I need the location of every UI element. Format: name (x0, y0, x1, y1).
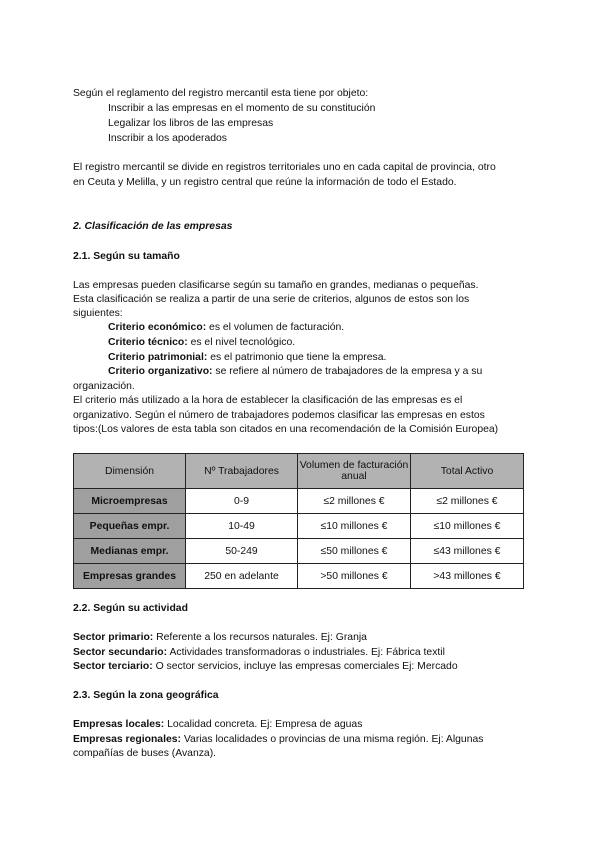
criterion-item (108, 364, 482, 379)
intro-item: Inscribir a los apoderados (108, 133, 227, 144)
column-header: Total Activo (411, 454, 524, 489)
registry-paragraph-line: en Ceuta y Melilla, y un registro central que reúne la información de todo el Estado. (73, 177, 457, 188)
sector-label: Sector secundario: (73, 647, 168, 658)
sector-label: Sector primario: (73, 632, 154, 643)
table-row (74, 514, 524, 539)
table-cell: 50-249 (186, 539, 298, 564)
geo-label: Empresas regionales: (73, 734, 181, 745)
usage-paragraph-line: tipos:(Los valores de esta tabla son citados en una recomendación de la Comisión Europea) (73, 424, 499, 435)
table-cell: 0-9 (186, 489, 298, 514)
table-row (74, 539, 524, 564)
usage-paragraph-line: El criterio más utilizado a la hora de establecer la clasificación de las empresas es el (73, 395, 463, 406)
subsection-heading-activity: 2.2. Según su actividad (73, 603, 188, 614)
criterion-item (108, 320, 344, 335)
size-classification-table (73, 453, 524, 589)
criterion-continuation: organización. (73, 381, 135, 392)
geo-label: Empresas locales: (73, 719, 165, 730)
sector-item (73, 659, 458, 674)
table-cell: ≤50 millones € (298, 539, 411, 564)
criterion-item (108, 335, 295, 350)
criterion-text: se refiere al número de trabajadores de la empresa y a su (212, 366, 483, 377)
table-cell: 250 en adelante (186, 564, 298, 589)
sector-item (73, 645, 445, 660)
table-cell: ≤2 millones € (411, 489, 524, 514)
criterion-text: es el nivel tecnológico. (187, 337, 296, 348)
table-row (74, 489, 524, 514)
row-header-cell: Medianas empr. (74, 539, 186, 564)
criterion-item (108, 350, 386, 365)
intro-lead: Según el reglamento del registro mercantil esta tiene por objeto: (73, 88, 369, 99)
geo-continuation: compañías de buses (Avanza). (73, 748, 217, 759)
row-header-cell: Pequeñas empr. (74, 514, 186, 539)
row-header-cell: Microempresas (74, 489, 186, 514)
criterion-text: es el volumen de facturación. (206, 322, 345, 333)
row-header-cell: Empresas grandes (74, 564, 186, 589)
table-cell: 10-49 (186, 514, 298, 539)
criterion-text: es el patrimonio que tiene la empresa. (207, 352, 387, 363)
size-paragraph-line: Esta clasificación se realiza a partir de una serie de criterios, algunos de estos son los (73, 294, 470, 305)
column-header: Volumen de facturación anual (298, 454, 411, 489)
sector-label: Sector terciario: (73, 661, 153, 672)
table-cell: ≤10 millones € (298, 514, 411, 539)
table-cell: ≤2 millones € (298, 489, 411, 514)
table-cell: >50 millones € (298, 564, 411, 589)
criterion-label: Criterio económico: (108, 322, 207, 333)
geo-text: Localidad concreta. Ej: Empresa de aguas (164, 719, 363, 730)
intro-item: Legalizar los libros de las empresas (108, 118, 274, 129)
table-row (74, 564, 524, 589)
sector-text: Actividades transformadoras o industriales. Ej: Fábrica textil (167, 647, 445, 658)
registry-paragraph-line: El registro mercantil se divide en registros territoriales uno en cada capital de provincia, otro (73, 162, 496, 173)
section-heading: 2. Clasificación de las empresas (73, 221, 233, 232)
table-cell: ≤10 millones € (411, 514, 524, 539)
size-paragraph-line: siguientes: (73, 308, 123, 319)
criterion-label: Criterio organizativo: (108, 366, 213, 377)
sector-text: O sector servicios, incluye las empresas comerciales Ej: Mercado (152, 661, 458, 672)
subsection-heading-size: 2.1. Según su tamaño (73, 251, 180, 262)
geo-item (73, 732, 483, 747)
geo-text: Varias localidades o provincias de una misma región. Ej: Algunas (181, 734, 484, 745)
sector-item (73, 630, 367, 645)
table-cell: ≤43 millones € (411, 539, 524, 564)
criterion-label: Criterio patrimonial: (108, 352, 208, 363)
table-header-row (74, 454, 524, 489)
criterion-label: Criterio técnico: (108, 337, 188, 348)
column-header: Nº Trabajadores (186, 454, 298, 489)
size-paragraph-line: Las empresas pueden clasificarse según su tamaño en grandes, medianas o pequeñas. (73, 280, 479, 291)
column-header: Dimensión (74, 454, 186, 489)
subsection-heading-geo: 2.3. Según la zona geográfica (73, 690, 219, 701)
table-cell: >43 millones € (411, 564, 524, 589)
sector-text: Referente a los recursos naturales. Ej: Granja (153, 632, 367, 643)
geo-item (73, 717, 362, 732)
intro-item: Inscribir a las empresas en el momento de su constitución (108, 103, 376, 114)
usage-paragraph-line: organizativo. Según el número de trabajadores podemos clasificar las empresas en estos (73, 410, 485, 421)
